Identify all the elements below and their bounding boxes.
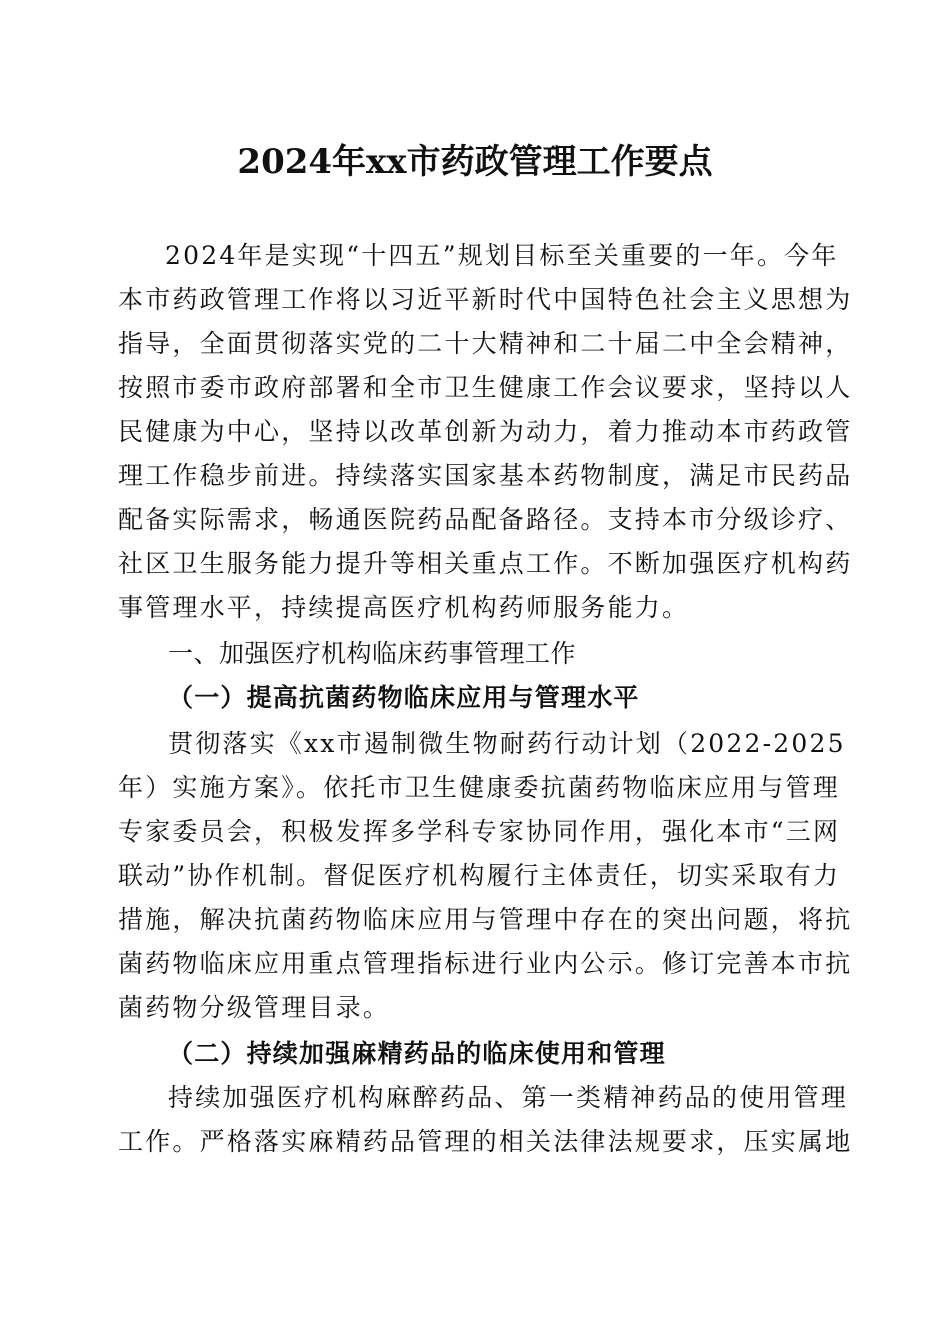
paragraph-line: 事管理水平，持续提高医疗机构药师服务能力。 (118, 593, 690, 622)
section-heading: 一、加强医疗机构临床药事管理工作 (168, 639, 577, 668)
paragraph-line: 贯彻落实《xx市遏制微生物耐药行动计划（2022-2025 (168, 729, 846, 758)
subsection-heading: （一）提高抗菌药物临床应用与管理水平 (168, 683, 640, 712)
paragraph-line: 社区卫生服务能力提升等相关重点工作。不断加强医疗机构药 (118, 549, 853, 578)
document-title: 2024年xx市药政管理工作要点 (237, 142, 713, 182)
paragraph-line: 理工作稳步前进。持续落实国家基本药物制度，满足市民药品 (118, 461, 853, 490)
paragraph-line: 联动”协作机制。督促医疗机构履行主体责任，切实采取有力 (118, 861, 841, 890)
paragraph-line: 指导，全面贯彻落实党的二十大精神和二十届二中全会精神， (118, 329, 853, 358)
subsection-heading: （二）持续加强麻精药品的临床使用和管理 (168, 1039, 666, 1068)
paragraph-line: 年）实施方案》。依托市卫生健康委抗菌药物临床应用与管理 (118, 773, 840, 802)
paragraph-line: 配备实际需求，畅通医院药品配备路径。支持本市分级诊疗、 (118, 505, 853, 534)
paragraph-line: 专家委员会，积极发挥多学科专家协同作用，强化本市“三网 (118, 817, 841, 846)
paragraph-line: 民健康为中心，坚持以改革创新为动力，着力推动本市药政管 (118, 417, 853, 446)
paragraph-line: 菌药物分级管理目录。 (118, 993, 391, 1022)
paragraph-line: 2024年是实现“十四五”规划目标至关重要的一年。今年 (165, 241, 839, 270)
paragraph-line: 工作。严格落实麻精药品管理的相关法律法规要求，压实属地 (118, 1127, 853, 1156)
paragraph-line: 按照市委市政府部署和全市卫生健康工作会议要求，坚持以人 (118, 373, 853, 402)
paragraph-line: 措施，解决抗菌药物临床应用与管理中存在的突出问题，将抗 (118, 905, 853, 934)
paragraph-line: 持续加强医疗机构麻醉药品、第一类精神药品的使用管理 (168, 1083, 849, 1112)
paragraph-line: 本市药政管理工作将以习近平新时代中国特色社会主义思想为 (118, 285, 853, 314)
paragraph-line: 菌药物临床应用重点管理指标进行业内公示。修订完善本市抗 (118, 949, 853, 978)
